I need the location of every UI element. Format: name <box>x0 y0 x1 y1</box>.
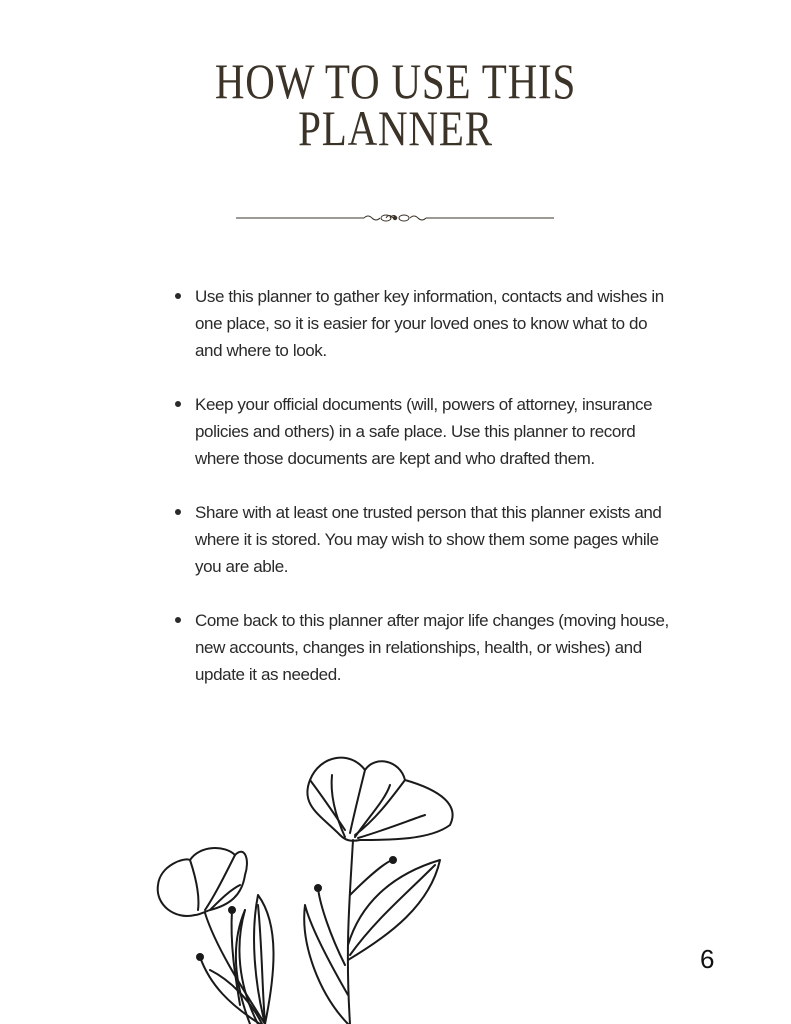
bullet-icon <box>175 509 181 515</box>
tip-text: Use this planner to gather key information, contacts and wishes in one place, so it is easier for your loved ones to know what to do and where to look. <box>195 287 664 360</box>
flower-line-art-icon <box>150 745 470 1024</box>
bullet-icon <box>175 617 181 623</box>
page-number: 6 <box>700 944 715 974</box>
page-title-line-1: HOW TO USE THIS <box>214 53 577 109</box>
bullet-icon <box>175 401 181 407</box>
tip-text: Share with at least one trusted person that this planner exists and where it is stored. You may wish to show them some pages while you are able. <box>195 503 662 576</box>
tip-text: Keep your official documents (will, powers of attorney, insurance policies and others) in a safe place. Use this planner to record where those documents are kept and who drafted them. <box>195 395 653 468</box>
list-item <box>173 607 673 688</box>
list-item <box>173 283 673 364</box>
tips-list <box>173 283 673 715</box>
ornamental-divider-icon <box>236 208 554 228</box>
tip-text: Come back to this planner after major life changes (moving house, new accounts, changes in relationships, health, or wishes) and update it as needed. <box>195 611 669 684</box>
page-title-line-2: PLANNER <box>298 100 493 156</box>
page-title <box>71 53 720 156</box>
list-item <box>173 499 673 580</box>
list-item <box>173 391 673 472</box>
bullet-icon <box>175 293 181 299</box>
